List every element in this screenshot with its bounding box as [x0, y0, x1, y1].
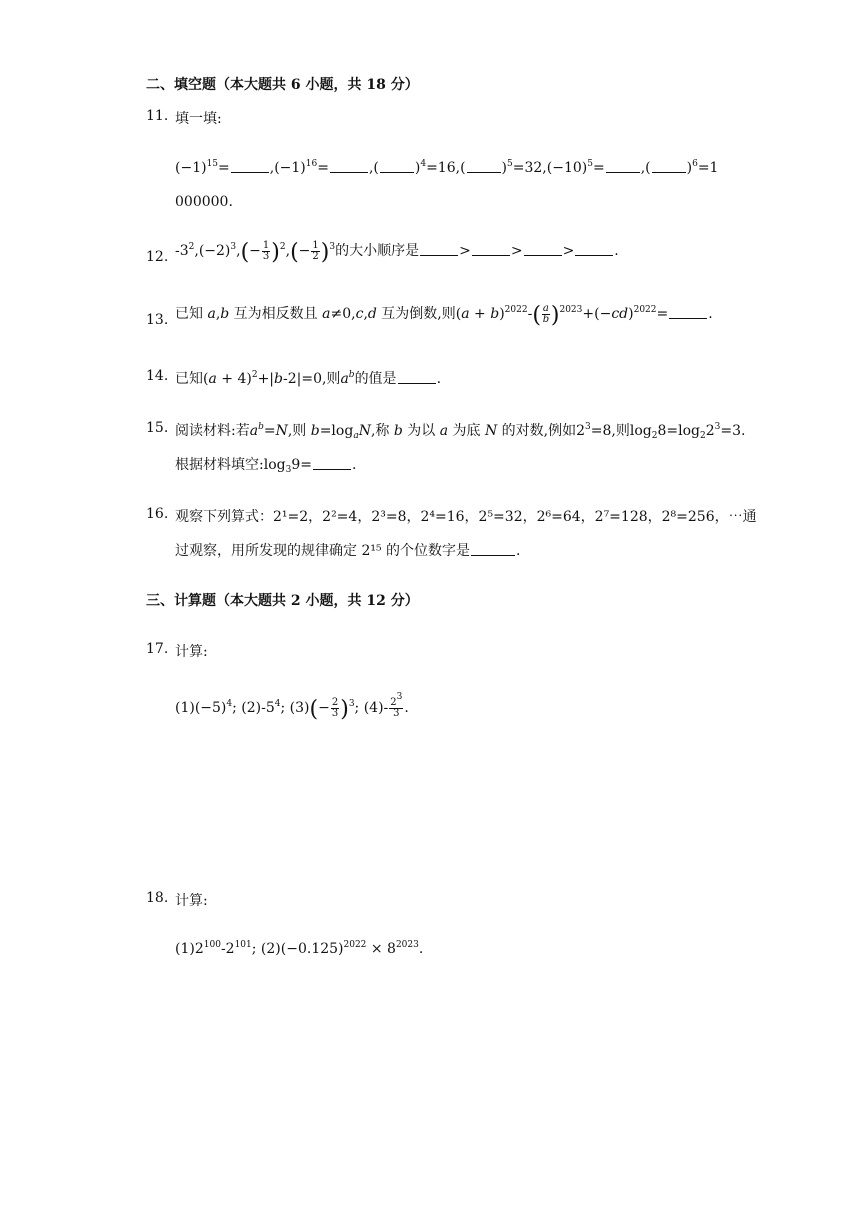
question-13-expression: 已知 a,b 互为相反数且 a≠0,c,d 互为倒数,则$(a + b)^{2022}-$( $\frac{a}{b}$ )$^{2023}+(-cd)^{2022}=$ .: [175, 302, 713, 328]
question-11-expression: $(-1)^{15}= ,(-1)^{16}=$ ,( )$^4$=16,( )$^5=32,(-10)^5=$ ,( )$^6$=1: [175, 159, 719, 176]
answer-blank[interactable]: [380, 171, 414, 173]
question-11-number: 11.: [146, 108, 169, 124]
question-15-line-2: 根据材料填空$:\log_39=$ .: [175, 457, 357, 475]
question-14-expression: 已知$(a + 4)^2+|b-2|=0$,则$a^b$的值是 .: [175, 370, 442, 387]
answer-blank[interactable]: [606, 171, 640, 173]
question-15-line-1: 阅读材料:若$a^b=N$,则 $b=\log_aN$,称 b 为以 a 为底 N 的对数,例如$2^3=8$,则$\log_28=\log_22^3=3$.: [175, 422, 746, 441]
answer-blank[interactable]: [467, 171, 501, 173]
answer-blank[interactable]: [524, 254, 562, 256]
section-2-title: 二、填空题（本大题共 6 小题，共 18 分）: [146, 77, 419, 93]
answer-blank[interactable]: [420, 254, 458, 256]
question-16-line-2: 过观察，用所发现的规律确定 2¹⁵ 的个位数字是 .: [175, 543, 521, 559]
question-18-number: 18.: [146, 890, 169, 906]
question-18-prompt: 计算:: [175, 893, 208, 909]
section-3-title: 三、计算题（本大题共 2 小题，共 12 分）: [146, 593, 419, 609]
question-17-number: 17.: [146, 641, 169, 657]
answer-blank[interactable]: [313, 468, 351, 470]
question-11-tail: 000000.: [175, 194, 233, 210]
question-17-prompt: 计算:: [175, 644, 208, 660]
answer-blank[interactable]: [398, 382, 436, 384]
answer-blank[interactable]: [669, 317, 707, 319]
question-16-line-1: 观察下列算式：2¹=2，2²=4，2³=8，2⁴=16，2⁵=32，2⁶=64，2⁷=128，2⁸=256，⋯通: [175, 509, 757, 525]
question-11-prompt: 填一填:: [175, 111, 222, 127]
question-18-expression: $(1)2^{100}-2^{101}$; $(2)(-0.125)^{2022} \times 8^{2023}$.: [175, 940, 424, 957]
question-16-number: 16.: [146, 506, 169, 522]
question-15-number: 15.: [146, 420, 169, 436]
answer-blank[interactable]: [471, 554, 515, 556]
question-12-number: 12.: [146, 249, 169, 265]
question-13-number: 13.: [146, 312, 169, 328]
answer-blank[interactable]: [575, 254, 613, 256]
answer-blank[interactable]: [652, 171, 686, 173]
question-12-text: 的大小顺序是: [335, 243, 420, 259]
answer-blank[interactable]: [231, 171, 269, 173]
question-14-number: 14.: [146, 368, 169, 384]
answer-blank[interactable]: [472, 254, 510, 256]
question-12-expression: $-3^2,(-2)^3,(-$ $\frac{1}{3}$ )$^2$,(− $\frac{1}{2}$ )$^3$的大小顺序是 > > > .: [175, 239, 619, 265]
question-17-expression: $(1)(-5)^4$; $(2)-5^4$; (3)(− $\frac{2}{3}$ )$^3$; (4)- $\frac{2^3}{3}$ .: [175, 692, 409, 722]
answer-blank[interactable]: [330, 171, 368, 173]
